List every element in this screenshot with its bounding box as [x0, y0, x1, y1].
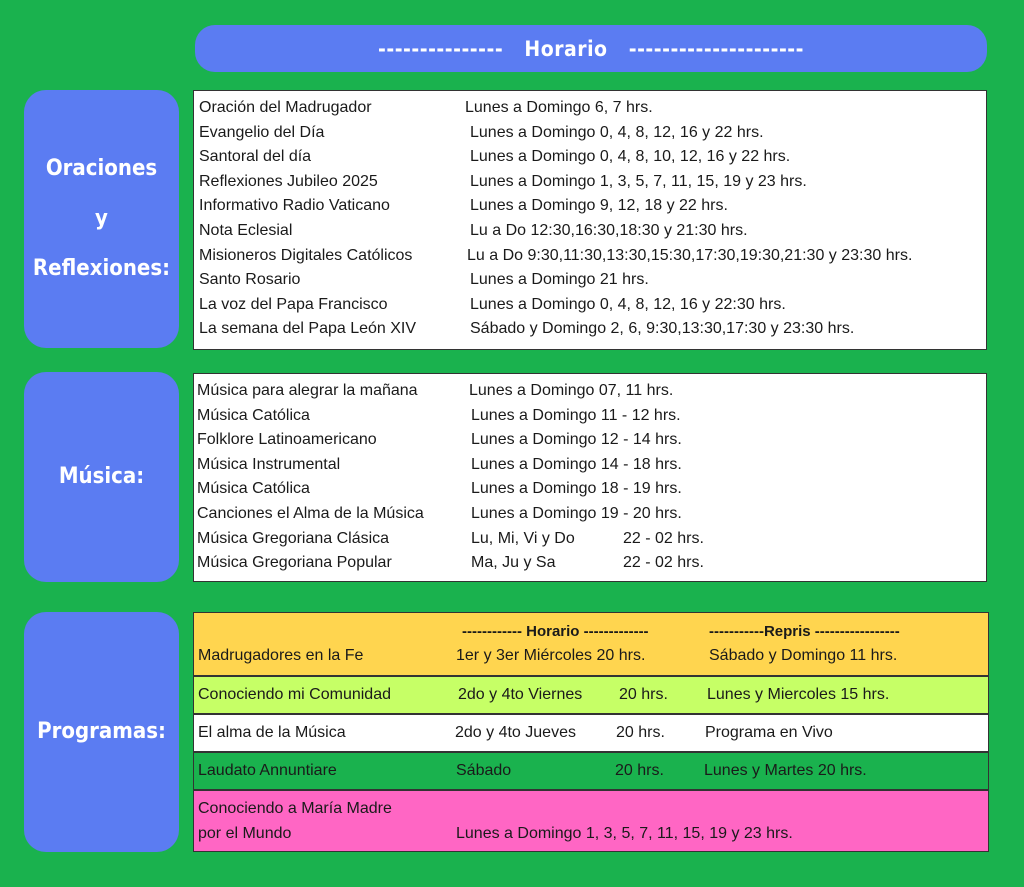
program-name: El alma de la Música	[198, 724, 346, 741]
program-days: Ma, Ju y Sa	[471, 554, 556, 572]
page-title: --------------- Horario ---------------------	[378, 36, 804, 61]
repris-header: -----------Repris -----------------	[709, 623, 900, 640]
program-repris: Sábado y Domingo 11 hrs.	[709, 647, 898, 664]
program-schedule: Lunes a Domingo 1, 3, 5, 7, 11, 15, 19 y 23 hrs.	[470, 172, 807, 190]
program-schedule: Lunes a Domingo 9, 12, 18 y 22 hrs.	[470, 197, 728, 215]
program-time: 20 hrs.	[616, 724, 665, 741]
program-days: 2do y 4to Jueves	[455, 724, 576, 741]
section-label-oraciones	[24, 90, 179, 348]
program-name: La voz del Papa Francisco	[199, 295, 388, 313]
program-name: Informativo Radio Vaticano	[199, 197, 390, 215]
program-name: Canciones el Alma de la Música	[197, 505, 424, 522]
program-repris: Lunes y Martes 20 hrs.	[704, 762, 867, 779]
program-name: Música Católica	[197, 406, 310, 424]
program-name: Santo Rosario	[199, 271, 301, 289]
title-bar	[195, 25, 987, 72]
program-schedule: Lunes a Domingo 1, 3, 5, 7, 11, 15, 19 y 23 hrs.	[456, 825, 793, 842]
program-name: Madrugadores en la Fe	[198, 647, 364, 664]
program-time: 22 - 02 hrs.	[623, 554, 704, 572]
program-name: Folklore Latinoamericano	[197, 431, 377, 449]
program-name: Santoral del día	[199, 148, 312, 166]
program-name: Música Católica	[197, 480, 310, 498]
program-name: Reflexiones Jubileo 2025	[199, 172, 378, 190]
program-repris: Lunes y Miercoles 15 hrs.	[707, 686, 890, 703]
programa-row-3	[193, 752, 989, 790]
program-days: Lunes a Domingo 11 - 12 hrs.	[471, 406, 681, 424]
section-label-line: y	[95, 206, 108, 231]
section-label-line: Reflexiones:	[32, 256, 171, 281]
musica-table	[193, 373, 987, 582]
program-repris: Programa en Vivo	[705, 724, 833, 741]
program-schedule: Lunes a Domingo 6, 7 hrs.	[465, 99, 653, 116]
program-name-line1: Conociendo a María Madre	[198, 800, 392, 817]
program-days: 2do y 4to Viernes	[458, 686, 583, 703]
program-name: Nota Eclesial	[199, 222, 293, 239]
program-days: Lunes a Domingo 19 - 20 hrs.	[471, 505, 682, 522]
program-days: Lunes a Domingo 07, 11 hrs.	[469, 382, 674, 399]
program-days: Lunes a Domingo 14 - 18 hrs.	[471, 455, 682, 473]
program-schedule: Lunes a Domingo 0, 4, 8, 10, 12, 16 y 22 hrs.	[470, 148, 791, 166]
program-name: Conociendo mi Comunidad	[198, 686, 391, 703]
program-days: Sábado	[456, 762, 512, 779]
program-schedule: Lunes a Domingo 0, 4, 8, 12, 16 y 22:30 hrs.	[470, 295, 786, 313]
section-label-line: Programas:	[37, 719, 166, 744]
program-name: Música Gregoriana Popular	[197, 554, 392, 572]
program-name: Evangelio del Día	[199, 123, 325, 141]
program-days: Lunes a Domingo 12 - 14 hrs.	[471, 431, 682, 449]
program-time: 20 hrs.	[615, 762, 664, 779]
programa-row-2	[193, 714, 989, 752]
oraciones-table	[193, 90, 987, 350]
section-label-musica	[24, 372, 179, 582]
section-label-programas	[24, 612, 179, 852]
program-name: Música Gregoriana Clásica	[197, 529, 390, 547]
program-schedule: Lu a Do 12:30,16:30,18:30 y 21:30 hrs.	[470, 222, 748, 239]
program-days: 1er y 3er Miércoles 20 hrs.	[456, 647, 646, 664]
horario-header: ------------ Horario -------------	[462, 623, 649, 640]
program-days: Lu, Mi, Vi y Do	[471, 529, 575, 547]
section-label-line: Música:	[58, 464, 145, 489]
program-time: 20 hrs.	[619, 686, 668, 703]
program-schedule: Lunes a Domingo 0, 4, 8, 12, 16 y 22 hrs.	[470, 123, 764, 141]
program-time: 22 - 02 hrs.	[623, 529, 704, 547]
programa-row-1	[193, 676, 989, 714]
program-schedule: Lunes a Domingo 21 hrs.	[470, 271, 649, 289]
program-name: Laudato Annuntiare	[198, 762, 337, 779]
program-schedule: Lu a Do 9:30,11:30,13:30,15:30,17:30,19:30,21:30 y 23:30 hrs.	[467, 246, 913, 264]
programa-row-4	[193, 790, 989, 852]
program-name: Misioneros Digitales Católicos	[199, 246, 413, 264]
program-name: Oración del Madrugador	[199, 99, 372, 116]
program-name-line2: por el Mundo	[198, 825, 292, 842]
section-label-line: Oraciones	[45, 156, 158, 181]
program-name: Música Instrumental	[197, 455, 341, 473]
program-name: La semana del Papa León XIV	[199, 320, 417, 338]
program-schedule: Sábado y Domingo 2, 6, 9:30,13:30,17:30 y 23:30 hrs.	[470, 320, 855, 338]
program-days: Lunes a Domingo 18 - 19 hrs.	[471, 480, 682, 498]
program-name: Música para alegrar la mañana	[197, 382, 418, 399]
programa-row-0	[193, 612, 989, 676]
